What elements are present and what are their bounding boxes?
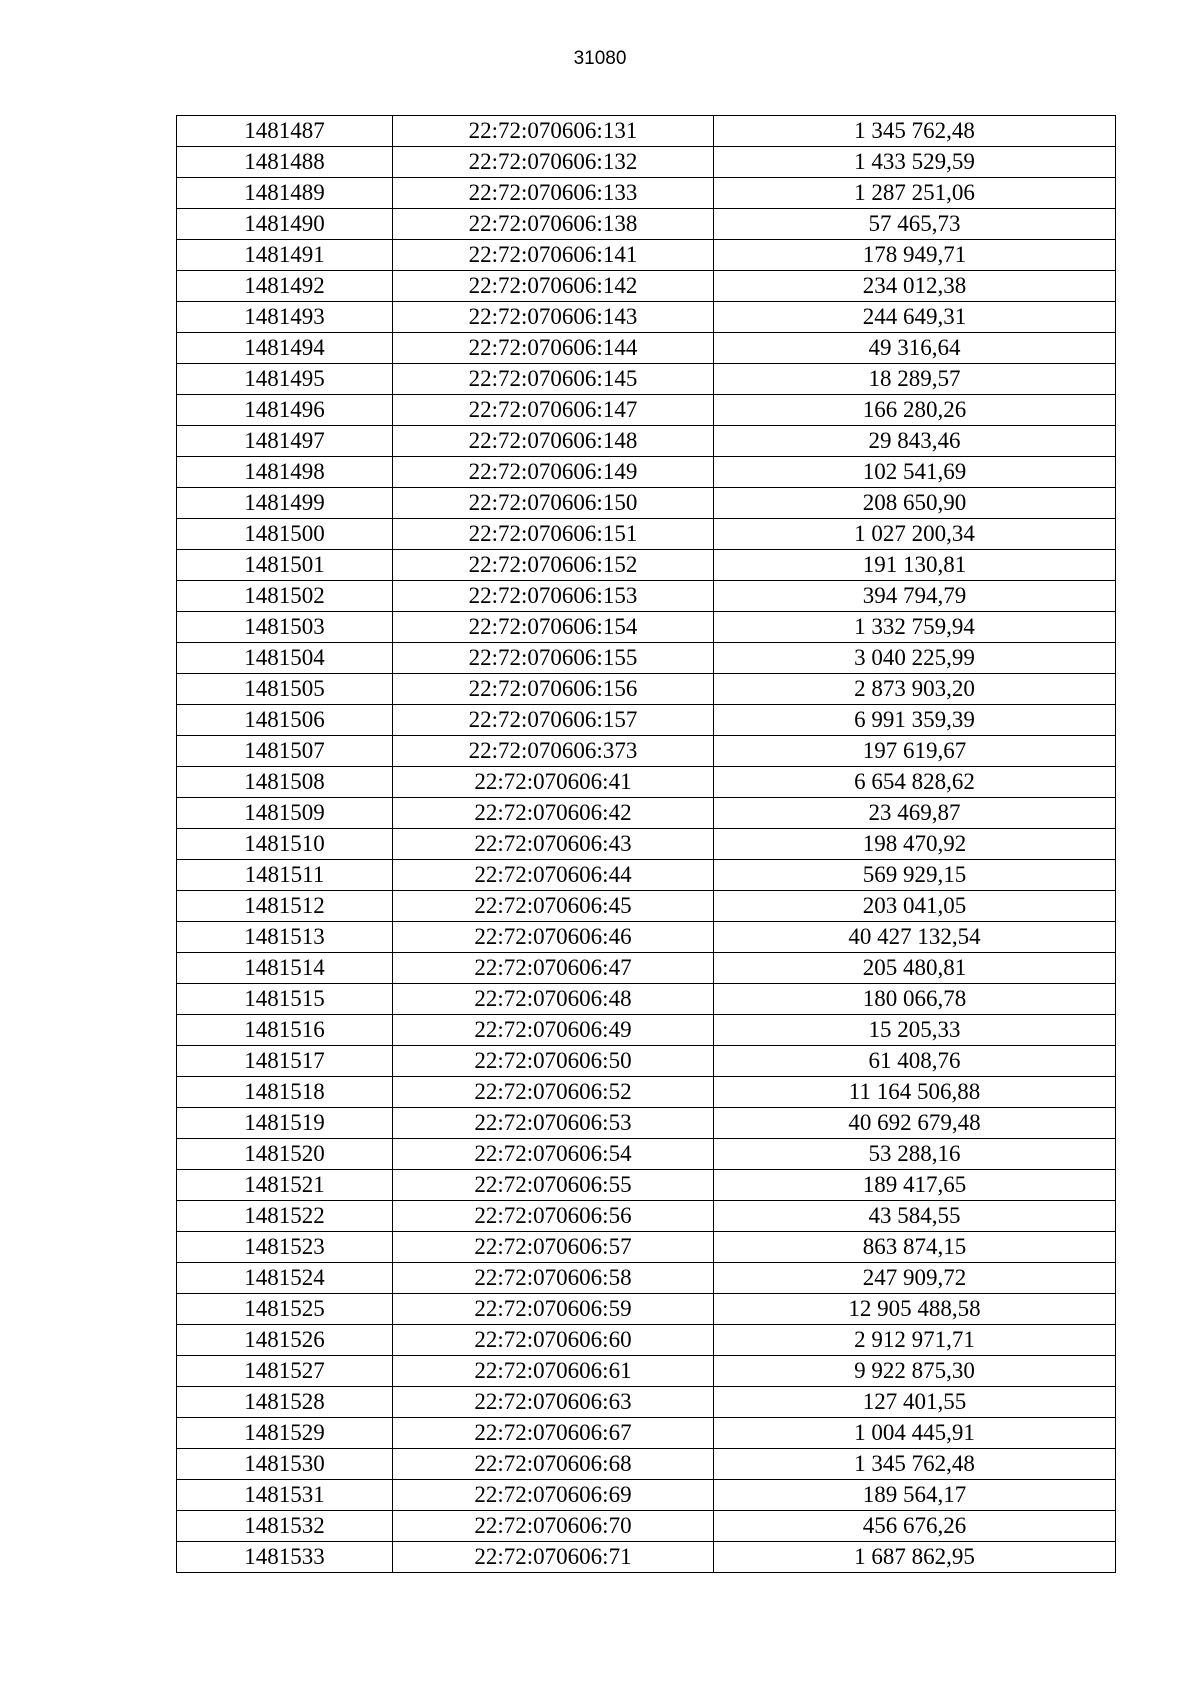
- table-row: [177, 426, 1116, 457]
- row-number-cell: 1481508: [177, 767, 393, 798]
- table-row: [177, 333, 1116, 364]
- row-number-cell: 1481511: [177, 860, 393, 891]
- cadastral-value-cell: 180 066,78: [714, 984, 1116, 1015]
- row-number-cell: 1481495: [177, 364, 393, 395]
- cadastral-number-cell: 22:72:070606:138: [393, 209, 714, 240]
- table-row: [177, 1077, 1116, 1108]
- cadastral-number-cell: 22:72:070606:55: [393, 1170, 714, 1201]
- cadastral-number-cell: 22:72:070606:42: [393, 798, 714, 829]
- table-row: [177, 953, 1116, 984]
- row-number-cell: 1481501: [177, 550, 393, 581]
- cadastral-value-cell: 198 470,92: [714, 829, 1116, 860]
- cadastral-number-cell: 22:72:070606:67: [393, 1418, 714, 1449]
- table-row: [177, 116, 1116, 147]
- cadastral-number-cell: 22:72:070606:41: [393, 767, 714, 798]
- cadastral-value-cell: 2 912 971,71: [714, 1325, 1116, 1356]
- cadastral-value-cell: 234 012,38: [714, 271, 1116, 302]
- cadastral-number-cell: 22:72:070606:155: [393, 643, 714, 674]
- cadastral-value-cell: 191 130,81: [714, 550, 1116, 581]
- cadastral-number-cell: 22:72:070606:131: [393, 116, 714, 147]
- row-number-cell: 1481533: [177, 1542, 393, 1573]
- table-row: [177, 1294, 1116, 1325]
- cadastral-number-cell: 22:72:070606:47: [393, 953, 714, 984]
- cadastral-value-cell: 1 345 762,48: [714, 1449, 1116, 1480]
- row-number-cell: 1481503: [177, 612, 393, 643]
- table-row: [177, 1201, 1116, 1232]
- row-number-cell: 1481497: [177, 426, 393, 457]
- cadastral-value-cell: 166 280,26: [714, 395, 1116, 426]
- cadastral-number-cell: 22:72:070606:151: [393, 519, 714, 550]
- cadastral-value-cell: 189 417,65: [714, 1170, 1116, 1201]
- row-number-cell: 1481522: [177, 1201, 393, 1232]
- table-row: [177, 1015, 1116, 1046]
- cadastral-value-cell: 1 687 862,95: [714, 1542, 1116, 1573]
- cadastral-value-cell: 197 619,67: [714, 736, 1116, 767]
- row-number-cell: 1481494: [177, 333, 393, 364]
- table-row: [177, 488, 1116, 519]
- table-row: [177, 1480, 1116, 1511]
- table-row: [177, 1139, 1116, 1170]
- cadastral-number-cell: 22:72:070606:145: [393, 364, 714, 395]
- row-number-cell: 1481526: [177, 1325, 393, 1356]
- row-number-cell: 1481500: [177, 519, 393, 550]
- cadastral-number-cell: 22:72:070606:149: [393, 457, 714, 488]
- table-row: [177, 1325, 1116, 1356]
- cadastral-value-cell: 18 289,57: [714, 364, 1116, 395]
- table-row: [177, 829, 1116, 860]
- table-row: [177, 271, 1116, 302]
- page-number: 31080: [573, 48, 627, 69]
- cadastral-value-table: [176, 115, 1116, 1573]
- cadastral-number-cell: 22:72:070606:59: [393, 1294, 714, 1325]
- row-number-cell: 1481504: [177, 643, 393, 674]
- table-row: [177, 705, 1116, 736]
- cadastral-number-cell: 22:72:070606:153: [393, 581, 714, 612]
- table-row: [177, 1511, 1116, 1542]
- row-number-cell: 1481496: [177, 395, 393, 426]
- row-number-cell: 1481528: [177, 1387, 393, 1418]
- table-row: [177, 1449, 1116, 1480]
- cadastral-number-cell: 22:72:070606:52: [393, 1077, 714, 1108]
- cadastral-value-cell: 244 649,31: [714, 302, 1116, 333]
- cadastral-number-cell: 22:72:070606:60: [393, 1325, 714, 1356]
- row-number-cell: 1481524: [177, 1263, 393, 1294]
- row-number-cell: 1481519: [177, 1108, 393, 1139]
- cadastral-value-cell: 1 004 445,91: [714, 1418, 1116, 1449]
- row-number-cell: 1481502: [177, 581, 393, 612]
- cadastral-value-cell: 1 433 529,59: [714, 147, 1116, 178]
- cadastral-value-cell: 1 287 251,06: [714, 178, 1116, 209]
- cadastral-value-cell: 569 929,15: [714, 860, 1116, 891]
- row-number-cell: 1481507: [177, 736, 393, 767]
- table-row: [177, 550, 1116, 581]
- cadastral-number-cell: 22:72:070606:69: [393, 1480, 714, 1511]
- table-row: [177, 922, 1116, 953]
- table-row: [177, 395, 1116, 426]
- table-body: [177, 116, 1116, 1573]
- row-number-cell: 1481489: [177, 178, 393, 209]
- cadastral-value-cell: 863 874,15: [714, 1232, 1116, 1263]
- cadastral-number-cell: 22:72:070606:143: [393, 302, 714, 333]
- cadastral-value-cell: 23 469,87: [714, 798, 1116, 829]
- row-number-cell: 1481505: [177, 674, 393, 705]
- table-row: [177, 891, 1116, 922]
- row-number-cell: 1481527: [177, 1356, 393, 1387]
- cadastral-number-cell: 22:72:070606:150: [393, 488, 714, 519]
- cadastral-value-cell: 15 205,33: [714, 1015, 1116, 1046]
- cadastral-number-cell: 22:72:070606:46: [393, 922, 714, 953]
- cadastral-number-cell: 22:72:070606:373: [393, 736, 714, 767]
- row-number-cell: 1481525: [177, 1294, 393, 1325]
- cadastral-value-cell: 11 164 506,88: [714, 1077, 1116, 1108]
- table-row: [177, 1046, 1116, 1077]
- table-row: [177, 767, 1116, 798]
- table-row: [177, 1418, 1116, 1449]
- row-number-cell: 1481490: [177, 209, 393, 240]
- cadastral-value-cell: 9 922 875,30: [714, 1356, 1116, 1387]
- cadastral-value-cell: 57 465,73: [714, 209, 1116, 240]
- cadastral-value-cell: 2 873 903,20: [714, 674, 1116, 705]
- cadastral-value-cell: 1 027 200,34: [714, 519, 1116, 550]
- cadastral-number-cell: 22:72:070606:147: [393, 395, 714, 426]
- cadastral-value-cell: 247 909,72: [714, 1263, 1116, 1294]
- cadastral-number-cell: 22:72:070606:141: [393, 240, 714, 271]
- table-row: [177, 519, 1116, 550]
- cadastral-value-cell: 6 991 359,39: [714, 705, 1116, 736]
- cadastral-number-cell: 22:72:070606:56: [393, 1201, 714, 1232]
- cadastral-value-cell: 12 905 488,58: [714, 1294, 1116, 1325]
- table-row: [177, 1108, 1116, 1139]
- cadastral-number-cell: 22:72:070606:154: [393, 612, 714, 643]
- table-row: [177, 147, 1116, 178]
- row-number-cell: 1481523: [177, 1232, 393, 1263]
- row-number-cell: 1481515: [177, 984, 393, 1015]
- table-row: [177, 302, 1116, 333]
- table-row: [177, 1263, 1116, 1294]
- row-number-cell: 1481491: [177, 240, 393, 271]
- cadastral-value-cell: 189 564,17: [714, 1480, 1116, 1511]
- row-number-cell: 1481513: [177, 922, 393, 953]
- cadastral-number-cell: 22:72:070606:43: [393, 829, 714, 860]
- cadastral-number-cell: 22:72:070606:63: [393, 1387, 714, 1418]
- cadastral-number-cell: 22:72:070606:133: [393, 178, 714, 209]
- row-number-cell: 1481506: [177, 705, 393, 736]
- cadastral-value-cell: 6 654 828,62: [714, 767, 1116, 798]
- cadastral-number-cell: 22:72:070606:54: [393, 1139, 714, 1170]
- row-number-cell: 1481512: [177, 891, 393, 922]
- cadastral-value-cell: 1 332 759,94: [714, 612, 1116, 643]
- cadastral-number-cell: 22:72:070606:57: [393, 1232, 714, 1263]
- cadastral-number-cell: 22:72:070606:142: [393, 271, 714, 302]
- row-number-cell: 1481518: [177, 1077, 393, 1108]
- table-row: [177, 798, 1116, 829]
- row-number-cell: 1481521: [177, 1170, 393, 1201]
- table-row: [177, 984, 1116, 1015]
- row-number-cell: 1481530: [177, 1449, 393, 1480]
- cadastral-number-cell: 22:72:070606:144: [393, 333, 714, 364]
- cadastral-number-cell: 22:72:070606:53: [393, 1108, 714, 1139]
- cadastral-value-cell: 1 345 762,48: [714, 116, 1116, 147]
- row-number-cell: 1481532: [177, 1511, 393, 1542]
- cadastral-value-cell: 102 541,69: [714, 457, 1116, 488]
- row-number-cell: 1481516: [177, 1015, 393, 1046]
- row-number-cell: 1481520: [177, 1139, 393, 1170]
- cadastral-number-cell: 22:72:070606:148: [393, 426, 714, 457]
- cadastral-value-cell: 394 794,79: [714, 581, 1116, 612]
- cadastral-number-cell: 22:72:070606:71: [393, 1542, 714, 1573]
- cadastral-number-cell: 22:72:070606:50: [393, 1046, 714, 1077]
- row-number-cell: 1481488: [177, 147, 393, 178]
- row-number-cell: 1481498: [177, 457, 393, 488]
- cadastral-value-cell: 40 692 679,48: [714, 1108, 1116, 1139]
- cadastral-value-cell: 3 040 225,99: [714, 643, 1116, 674]
- cadastral-number-cell: 22:72:070606:157: [393, 705, 714, 736]
- cadastral-number-cell: 22:72:070606:132: [393, 147, 714, 178]
- cadastral-number-cell: 22:72:070606:44: [393, 860, 714, 891]
- row-number-cell: 1481487: [177, 116, 393, 147]
- cadastral-value-cell: 29 843,46: [714, 426, 1116, 457]
- table-row: [177, 364, 1116, 395]
- row-number-cell: 1481510: [177, 829, 393, 860]
- cadastral-number-cell: 22:72:070606:58: [393, 1263, 714, 1294]
- row-number-cell: 1481514: [177, 953, 393, 984]
- cadastral-number-cell: 22:72:070606:48: [393, 984, 714, 1015]
- cadastral-value-cell: 456 676,26: [714, 1511, 1116, 1542]
- table-row: [177, 209, 1116, 240]
- cadastral-value-cell: 53 288,16: [714, 1139, 1116, 1170]
- cadastral-number-cell: 22:72:070606:70: [393, 1511, 714, 1542]
- table-row: [177, 674, 1116, 705]
- row-number-cell: 1481531: [177, 1480, 393, 1511]
- table-row: [177, 1170, 1116, 1201]
- cadastral-number-cell: 22:72:070606:68: [393, 1449, 714, 1480]
- table-row: [177, 581, 1116, 612]
- table-row: [177, 643, 1116, 674]
- cadastral-number-cell: 22:72:070606:61: [393, 1356, 714, 1387]
- table-row: [177, 178, 1116, 209]
- table-row: [177, 612, 1116, 643]
- row-number-cell: 1481492: [177, 271, 393, 302]
- cadastral-value-cell: 127 401,55: [714, 1387, 1116, 1418]
- cadastral-value-cell: 43 584,55: [714, 1201, 1116, 1232]
- row-number-cell: 1481493: [177, 302, 393, 333]
- table-row: [177, 1387, 1116, 1418]
- cadastral-value-cell: 208 650,90: [714, 488, 1116, 519]
- cadastral-value-cell: 205 480,81: [714, 953, 1116, 984]
- row-number-cell: 1481517: [177, 1046, 393, 1077]
- row-number-cell: 1481529: [177, 1418, 393, 1449]
- table-row: [177, 240, 1116, 271]
- cadastral-number-cell: 22:72:070606:152: [393, 550, 714, 581]
- row-number-cell: 1481499: [177, 488, 393, 519]
- table-row: [177, 1356, 1116, 1387]
- table-row: [177, 1232, 1116, 1263]
- cadastral-number-cell: 22:72:070606:49: [393, 1015, 714, 1046]
- cadastral-value-cell: 49 316,64: [714, 333, 1116, 364]
- cadastral-number-cell: 22:72:070606:156: [393, 674, 714, 705]
- table-row: [177, 736, 1116, 767]
- cadastral-value-cell: 40 427 132,54: [714, 922, 1116, 953]
- row-number-cell: 1481509: [177, 798, 393, 829]
- table-row: [177, 457, 1116, 488]
- cadastral-value-cell: 203 041,05: [714, 891, 1116, 922]
- cadastral-number-cell: 22:72:070606:45: [393, 891, 714, 922]
- cadastral-value-cell: 61 408,76: [714, 1046, 1116, 1077]
- table-row: [177, 860, 1116, 891]
- cadastral-value-cell: 178 949,71: [714, 240, 1116, 271]
- table-row: [177, 1542, 1116, 1573]
